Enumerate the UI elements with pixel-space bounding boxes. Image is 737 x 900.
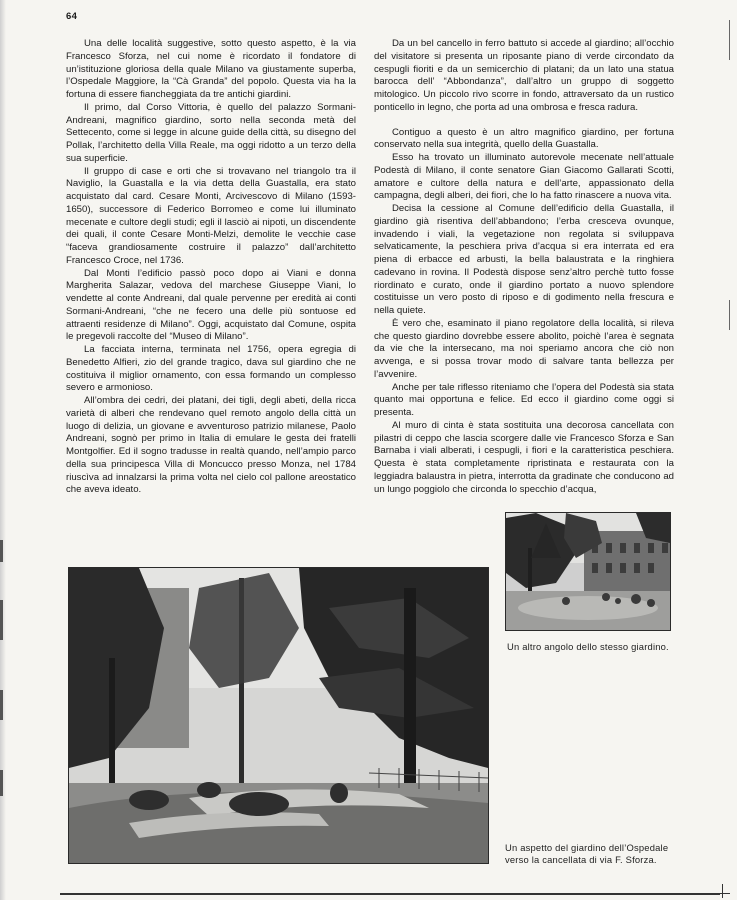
large-photo-caption: Un aspetto del giardino dell’Ospedale verso la cancellata di via F. Sforza. bbox=[505, 842, 669, 865]
page-number: 64 bbox=[66, 11, 78, 22]
paragraph: Anche per tale riflesso riteniamo che l’opera del Podestà sia stata quanto mai opportuna e felice. Ed ecco il giardino come oggi si presenta. bbox=[374, 381, 674, 418]
paragraph: Da un bel cancello in ferro battuto si accede al giardino; all’occhio del visitatore si presenta un riposante piano di verde circondato da cespugli fioriti e da un semicerchio di platani; da un lato una statua barocca dell’ “Abbondanza”, dall’altro un gruppo di soggetto mitologico. Un piccolo rivo scorre in fondo, attraversato da un rustico ponticello in legno, che porta ad una ombrosa e fresca radura. bbox=[374, 38, 674, 113]
paragraph: Dal Monti l’edificio passò poco dopo ai Viani e donna Margherita Salazar, vedova del marchese Giuseppe Viani, lo vendette al conte Andreani, dal quale pervenne per eredità ai conti Sormani-Andreani, “che ne fecero una delle più sontuose ed attraenti residenze di Milano”. Oggi, acquistato dal Comune, ospita le pregevoli raccolte del “Museo di Milano”. bbox=[66, 267, 356, 343]
garden-corner-photo bbox=[505, 512, 671, 631]
garden-corner-image bbox=[506, 513, 670, 630]
scan-mark bbox=[0, 540, 3, 562]
paragraph: Una delle località suggestive, sotto questo aspetto, è la via Francesco Sforza, nel cui nome è ricordato il fondatore di un’istituzione gloriosa della quale Milano va giustamente superba, l’Ospedale Maggiore, la “Cà Granda” del popolo. Questa via ha la fortuna di essere fiancheggiata da tre antichi giardini. bbox=[66, 38, 356, 100]
paragraph: All’ombra dei cedri, dei platani, dei tigli, degli abeti, della ricca varietà di alberi che rendevano quel remoto angolo della città un luogo di delizia, un giovane e avventuroso patrizio milanese, Paolo Andreani, sognò per primo in Italia di emulare le gesta dei fratelli Montgolfier. Ed il sogno tradusse in realtà quando, nell’ampio parco della sua principesca Villa di Moncucco presso Monza, nel 1784 riuscìva ad innalzarsi la prima volta nel cielo col pallone areostatico che aveva ideato. bbox=[66, 395, 356, 496]
scan-mark bbox=[729, 20, 730, 60]
ospedale-garden-photo bbox=[68, 567, 489, 864]
scan-mark bbox=[0, 770, 3, 796]
paragraph: La facciata interna, terminata nel 1756, opera egregia di Benedetto Alfieri, zio del grande tragico, dava sul giardino che ne costituiva il miglior ornamento, con essa formando un complesso severo e armonioso. bbox=[66, 344, 356, 394]
small-photo-caption: Un altro angolo dello stesso giardino. bbox=[507, 641, 669, 652]
left-column bbox=[66, 38, 356, 497]
scan-mark bbox=[729, 300, 730, 330]
paragraph: Il primo, dal Corso Vittoria, è quello del palazzo Sormani-Andreani, magnifico giardino, sorto nella seconda metà del Settecento, come si legge in alcune guide della città, su disegno del Pollak, l’architetto della Villa Reale, ma oggi ridotto a un terzo della sua superficie. bbox=[66, 101, 356, 164]
paragraph: Contiguo a questo è un altro magnifico giardino, per fortuna conservato nella sua integrità, quello della Guastalla. bbox=[374, 126, 674, 151]
paragraph: Esso ha trovato un illuminato autorevole mecenate nell’attuale Podestà di Milano, il conte senatore Gian Giacomo Gallarati Scotti, amatore e cultore della natura e dell’arte, appassionato della campagna, degli alberi, dei fiori, che lo ha fatto rinascere a nuova vita. bbox=[374, 152, 674, 202]
crop-mark bbox=[714, 893, 730, 894]
crop-mark bbox=[722, 884, 723, 898]
paragraph: Decisa la cessione al Comune dell’edificio della Guastalla, il giardino già risentiva dell’abbandono; l’erba cresceva ovunque, invadendo i viali, la vegetazione non regolata si sviluppava selvaticamente, la peschiera priva d’acqua si era interrata ed era piena di erbacce ed arbusti, la bella balaustrata e la ringhiera cadevano in rovina. Il Podestà dispose senz’altro perchè tutto fosse riordinato e curato, onde il giardino portato a nuovo splendore costituisse un vero posto di riposo e di godimento nella frescura e nella quiete. bbox=[374, 203, 674, 316]
paragraph: È vero che, esaminato il piano regolatore della località, si rileva che questo giardino dovrebbe essere abolito, poichè l’area è segnata da vie che la intersecano, ma noi speriamo ancora che ciò non avvenga, e si possa trovar modo di salvare tanta bellezza per l’avvenire. bbox=[374, 317, 674, 380]
scan-mark bbox=[0, 600, 3, 640]
right-column bbox=[374, 38, 674, 496]
bottom-rule bbox=[60, 893, 720, 895]
scan-mark bbox=[0, 690, 3, 720]
ospedale-garden-image bbox=[69, 568, 488, 863]
paragraph: Al muro di cinta è stata sostituita una decorosa cancellata con pilastri di ceppo che lascia scorgere dalle vie Francesco Sforza e San Barnaba i viali alberati, i cespugli, i fiori e la caratteristica peschiera. Questa è stata completamente ripristinata e restaurata con la leggiadra balaustra in pietra, interrotta da gradinate che conducono ad un lungo poggiolo che circonda lo specchio d’acqua, bbox=[374, 419, 674, 495]
page-left-edge bbox=[0, 0, 6, 900]
paragraph: Il gruppo di case e orti che si trovavano nel triangolo tra il Naviglio, la Guastalla e la via detta della Guastalla, era stato acquistato dal card. Cesare Monti, Arcivescovo di Milano (1593-1650), successore di Federico Borromeo e come lui illuminato mecenate e cultore degli studi; egli il lasciò ai nipoti, un discendente dei quali, il conte Cesare Monti-Melzi, demolite le vecchie case “faceva grandiosamente costruire il palazzo” dall’architetto Francesco Croce, nel 1736. bbox=[66, 165, 356, 266]
